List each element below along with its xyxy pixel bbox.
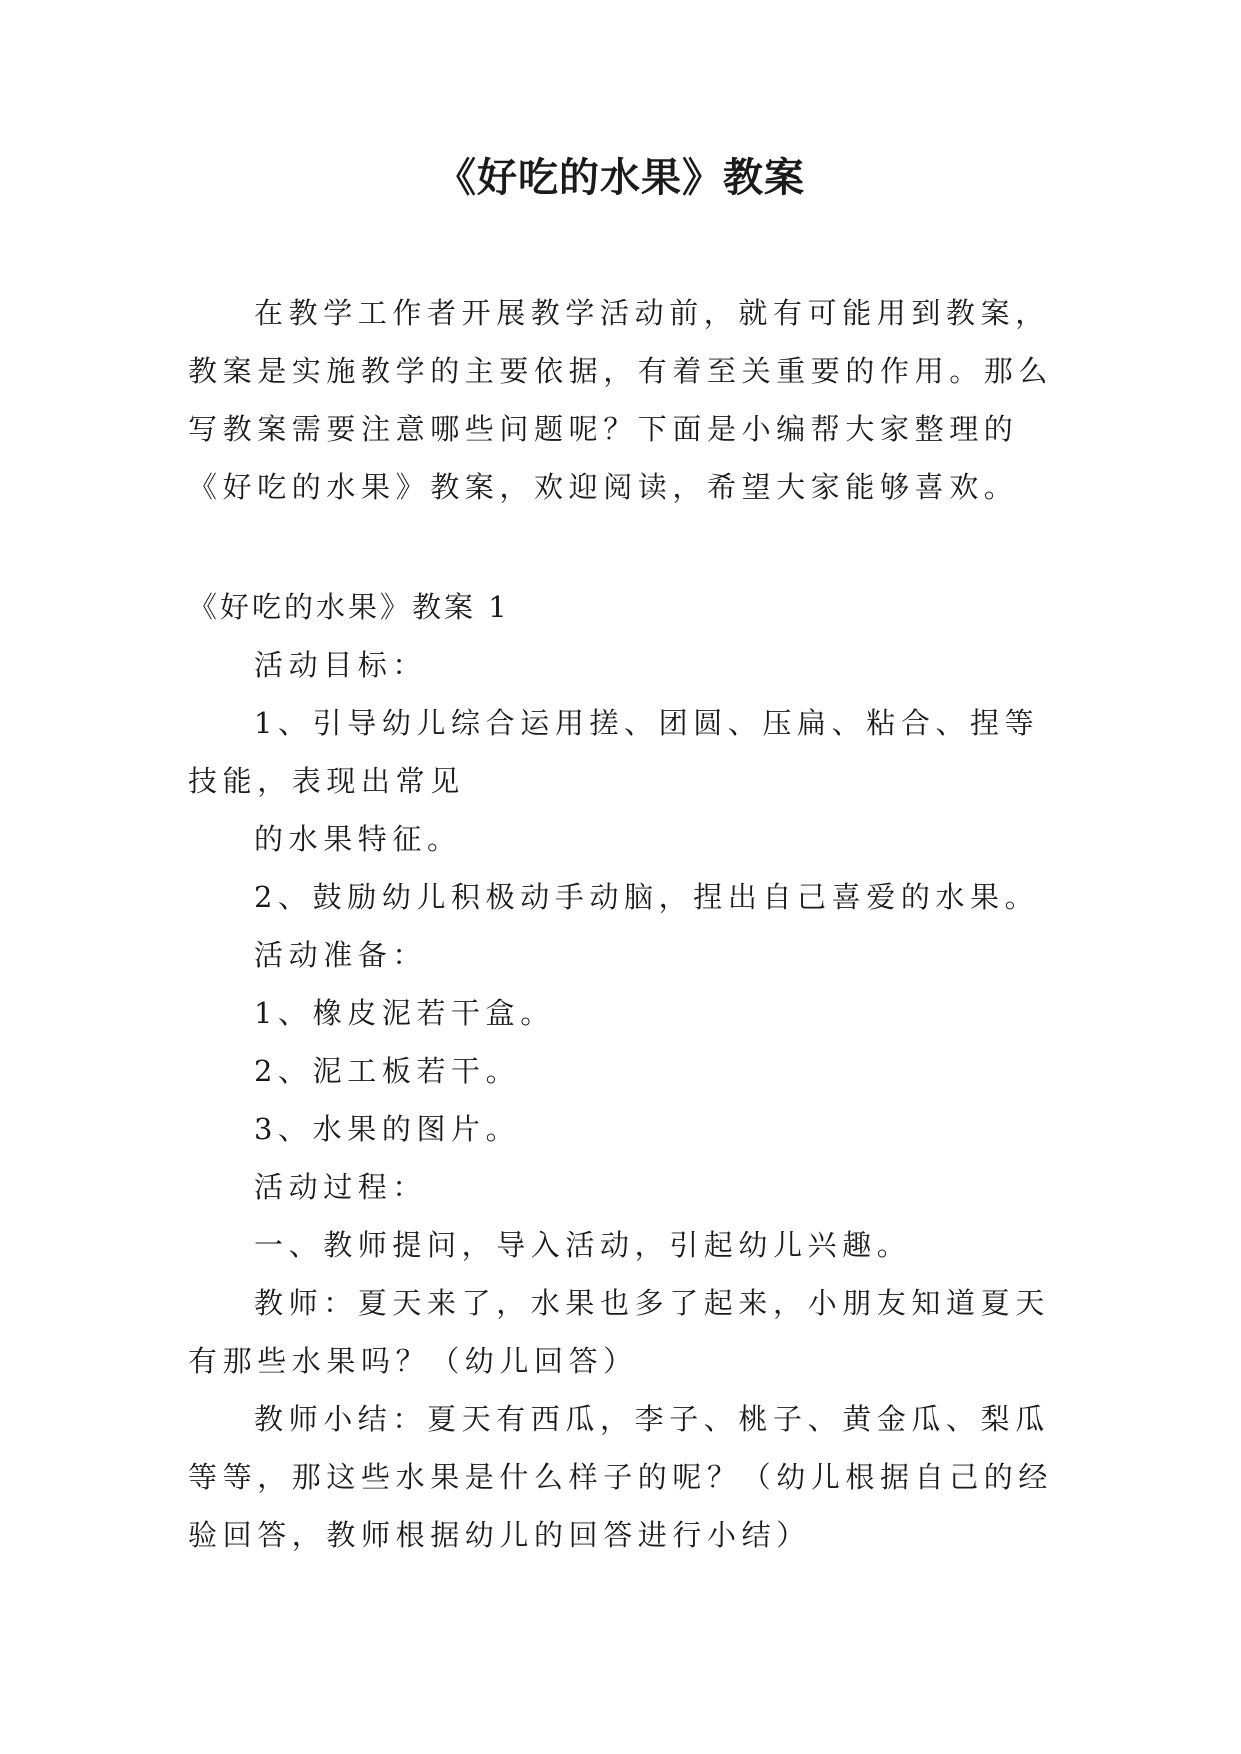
document-body bbox=[188, 284, 1058, 1564]
goal-item-1: 1、引导幼儿综合运用搓、团圆、压扁、粘合、捏等技能，表现出常见 bbox=[188, 706, 1040, 798]
teacher-question: 教师：夏天来了，水果也多了起来，小朋友知道夏天有那些水果吗？（幼儿回答） bbox=[188, 1286, 1050, 1378]
intro-paragraph: 在教学工作者开展教学活动前，就有可能用到教案，教案是实施教学的主要依据，有着至关重要的作用。那么写教案需要注意哪些问题呢？下面是小编帮大家整理的《好吃的水果》教案，欢迎阅读，希望大家能够喜欢。 bbox=[188, 296, 1054, 504]
document-title: 《好吃的水果》教案 bbox=[436, 155, 805, 201]
goal-item-2: 2、鼓励幼儿积极动手动脑，捏出自己喜爱的水果。 bbox=[254, 880, 1040, 914]
teacher-summary: 教师小结：夏天有西瓜，李子、桃子、黄金瓜、梨瓜等等，那这些水果是什么样子的呢？（幼儿根据自己的经验回答，教师根据幼儿的回答进行小结） bbox=[188, 1402, 1054, 1552]
goal-item-1-continuation: 的水果特征。 bbox=[254, 822, 462, 856]
paragraph-spacer bbox=[188, 516, 1058, 578]
prep-item-1: 1、橡皮泥若干盒。 bbox=[254, 996, 555, 1030]
section-heading: 《好吃的水果》教案 1 bbox=[188, 590, 510, 624]
process-step-1: 一、教师提问，导入活动，引起幼儿兴趣。 bbox=[254, 1228, 912, 1262]
process-heading: 活动过程： bbox=[254, 1170, 428, 1204]
prep-heading: 活动准备： bbox=[254, 938, 428, 972]
prep-item-3: 3、水果的图片。 bbox=[254, 1112, 521, 1146]
prep-item-2: 2、泥工板若干。 bbox=[254, 1054, 521, 1088]
goal-heading: 活动目标： bbox=[254, 648, 428, 682]
